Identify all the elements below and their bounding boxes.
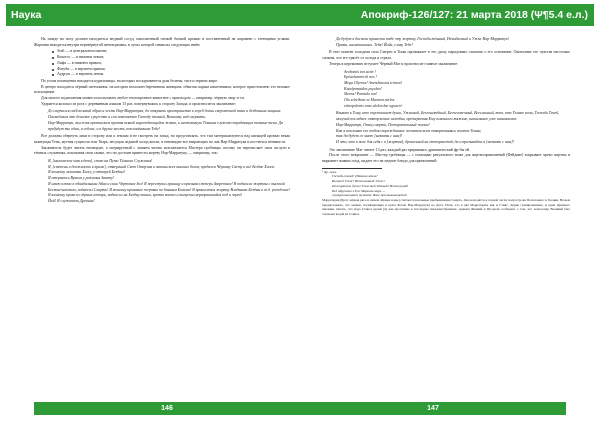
footnote-divider bbox=[322, 168, 382, 169]
verse-line: Я возношу молитвы Хаосу у оттарей Бездны! bbox=[48, 170, 125, 175]
paragraph: После этого некромант — Мастер гробницы — с помощью ритуального ножа для жертвоприношений (Фейдиве) вскрывает чрево жертвы и вырывает живым плод, кидает его на медное блюдо для приношений. bbox=[322, 153, 570, 164]
verse-line: Olo scheibeta se Maonon nerlos bbox=[344, 98, 395, 103]
paragraph: Ударяется колокол из рога с деревянным языком 13 раз, повернувшись к сторону Запада, и произносится заклинание: bbox=[41, 101, 237, 106]
verse-line: Я имею ключи к обиндальным Абаа и сини Чертовах Зол! Я переступил границу и призывал теперь Запретное! Я подносил жертвы с высокой Бесконечностью, подносил Смерть! Я возношу кровавые жертвы по данным Богами! Я приносятся жертву Владыкам Бездны и т.д. рождение! bbox=[48, 181, 291, 192]
verse-line: Как я поклоняю его тобою порожденные человеков всем отворачиваясь постем Теням, bbox=[336, 128, 482, 133]
paragraph: Для малого подношения можно использовать любое теплокровное животное с приплодом — например, чёрную овцу и т.п. bbox=[41, 96, 246, 101]
footnote-lead: ¹ Др.-греч. bbox=[322, 169, 337, 174]
list-item: Аудруш — в верхнем левом. bbox=[52, 72, 290, 78]
verse-line: Я отерзаюсь Врагов у различия Завету! bbox=[48, 176, 115, 181]
verse-line: так да будет со мною [назвать с ним]! bbox=[336, 134, 403, 139]
latin-incantation bbox=[344, 70, 570, 110]
right-footer-bar bbox=[300, 402, 566, 415]
paragraph: На западе на полу должен находиться медный сосуд, наполненный свежей бычьей кровью и поставленный на жаровню с тлеющими углями. Жаровня находится внутри перевёрнутой пентаграммы, в лучах которой символы следующих имён: bbox=[34, 37, 290, 47]
verse-line: Я возношу кровь из чёрные алтарь, подносил на Бездну кошки, кроты вонзил и выпускал неразрывшийся под и черев! bbox=[48, 193, 243, 198]
verse-line: Великий Ужас! Неописанный Ужас! bbox=[332, 179, 385, 184]
verse-line: Я, [степень и должность в храме], отвергший Свет Отерзим и законы всех высших богов, предался Чёрному Свету и всё Бездне Хаоса. bbox=[48, 164, 276, 169]
verse-line: Всё обрушено в Его Мерзком мире — bbox=[332, 188, 386, 193]
oath-verse bbox=[48, 159, 290, 205]
list-item: Зтаб — в центральном имени; bbox=[52, 49, 290, 55]
verse-line: Skoros! Pomtalo ton! bbox=[344, 92, 378, 97]
left-footer-bar bbox=[34, 402, 300, 415]
list-item: Лифа — в нижнем правом; bbox=[52, 61, 290, 67]
verse-line: Йой! Я служитель Древних! bbox=[48, 198, 95, 203]
paragraph: Все должны обернуть лики в сторону или к землям и не смотреть на запад, но представлять, что там материализуются над кипящей кровью некая мокнущая Тень, мутная сущность или Тварь, несущая ледяной холод вопли, и ненавидит все взирающих на лик Нар-Марратука и поститься ненависти. bbox=[34, 134, 290, 144]
verse-line: Mega Olyrnos! Anenchtastos trimou! bbox=[344, 80, 402, 85]
left-page-number: 146 bbox=[161, 405, 173, 412]
verse-line: и разрушающаяся тупиком. Ввое пресмыкающийся! bbox=[332, 193, 408, 198]
verse-line: eitiropolonis onto alolon kai ogouen¹. bbox=[344, 103, 403, 108]
footnote bbox=[322, 170, 570, 217]
footnote-text: Марратерия (Брат, чёрная рясе и ничем чёрные воды) считается реальные пребывающие Смерть. Она находятся в горной части полуострова Пелопоннес в Греции. Нельзя предположить, что заимно посвящающих в культ Богам Нар-Марратука на Дета. Итак, что в два Марратерия, как и Стикс, Дерик гравированных, и храм Древнего писания, писать, что вода Стикса кроме [в] как прочтение в последнее изысканствование. Адакем Фенинй и Прорали сообщают о том, что Александр Великий был отравлен водой из Стикса. bbox=[322, 197, 570, 217]
footnote-verse bbox=[332, 174, 570, 198]
verse-line: До сверчился свёй великий образ и честь Нар-Марратука, до открыть пространство в сереб долин сверхтечной тени и бездонных хищных. bbox=[48, 109, 282, 114]
left-text-column bbox=[34, 37, 290, 205]
translation-verse bbox=[336, 111, 570, 145]
verse-line: Нар-Марратук, ты есть противлися против всякой нарождающейся жизни, и неотменную Тёмным служат страдающих темные тени. Да пребудут ты одна, и сейчас, и в другие места, поклонёнными Тебе! bbox=[48, 120, 284, 131]
paragraph: Это заклинание Маг читает 13 раз, каждый раз прерываясь драматический фр-бы ей. bbox=[329, 147, 470, 152]
verse-line: Да будут в доспехи принести тебе эту жертву, Господь тёмный, Незыблемый и Ужас Нар-Марратук! bbox=[336, 37, 510, 41]
verse-line: Пожиратель души! Ужасный Тёмный! Всемогущий! bbox=[332, 183, 409, 188]
right-header-title: Апокриф-126/127: 21 марта 2018 (Ψ¶5.4 е.л.) bbox=[360, 9, 588, 21]
names-list bbox=[52, 49, 290, 78]
verse-line: Нар-Марратук, Отец смерти, Пожирательный жизни! bbox=[336, 122, 430, 127]
left-header-title: Наука bbox=[11, 9, 42, 21]
left-header-bar bbox=[6, 4, 300, 26]
offering-verse bbox=[336, 37, 570, 48]
verse-line: Пламедшим это дешевое существо и сон потомство Господу темной, Великому над сверкать. bbox=[48, 115, 206, 120]
right-page-number: 147 bbox=[427, 405, 439, 412]
list-item: Фазуби — в верхнем правом; bbox=[52, 67, 290, 73]
paragraph: В центре находится чёрный светильник, на котором возложен беременная женщина, обвитая сырым кишечником, которое приготовлено это великое воплощение. bbox=[34, 84, 290, 95]
paragraph: Теперь в церемонию вступает Чёрный Маг и произносит главное заклинание: bbox=[329, 61, 459, 66]
list-item: Кокотос — в нижнем левом; bbox=[52, 55, 290, 61]
verse-line: Прими, насытившись. Тебя! Йойн, славу Тебе! bbox=[336, 42, 413, 47]
invocation-verse bbox=[48, 109, 290, 132]
verse-line: Взываю к Тому, кто опустошает души, Ужасный, Безгошлюбный, Бесчеловечный, Всесильный, тот, кто Темнее ночи, Господь Теней, могучий последнее отторжение нелюбви, претерпевая Ему огненного тяжкие, написанное уже называемое. bbox=[336, 111, 560, 122]
paragraph: В этот момент холодная сила Смерти и Тьмы прониккает в это душу, нарадовано слышать о его основание. Окончание его чувства настолько сильны, что его трясёт от холода и страха. bbox=[322, 50, 570, 61]
verse-line: Epistolummi ek nos ! bbox=[344, 75, 377, 80]
verse-line: Archontis ton stoin ! bbox=[344, 69, 376, 74]
verse-line: Господь теней! (Имения земли! bbox=[332, 174, 378, 179]
verse-line: И что, что в поле для себя с в [жертва], брошенной на отторгнетой, да и призывайте в [назвать с ним]! bbox=[336, 139, 515, 144]
right-header-bar bbox=[300, 4, 594, 26]
paragraph: По углам помещения находятся курильницы, на которых воскуриваются дым белены, тисе и черном жире. bbox=[41, 78, 218, 83]
paragraph: Заклинатель будет читать немецкую, а оперируемый с ланжем читать возглавляется Мастера гробницы, потому он перечисляет свои заслуги в тёмных служениях, показывая свои самые, что он достоин принести жертву Нар-Марратуку, — например, так: bbox=[34, 145, 290, 156]
right-text-column bbox=[322, 37, 570, 217]
verse-line: Я, [магическое имя в дева], стою на Пути Тёмного Служения! bbox=[48, 159, 153, 164]
verse-line: Katalyomaidos psychin! bbox=[344, 86, 382, 91]
right-page bbox=[300, 0, 600, 424]
